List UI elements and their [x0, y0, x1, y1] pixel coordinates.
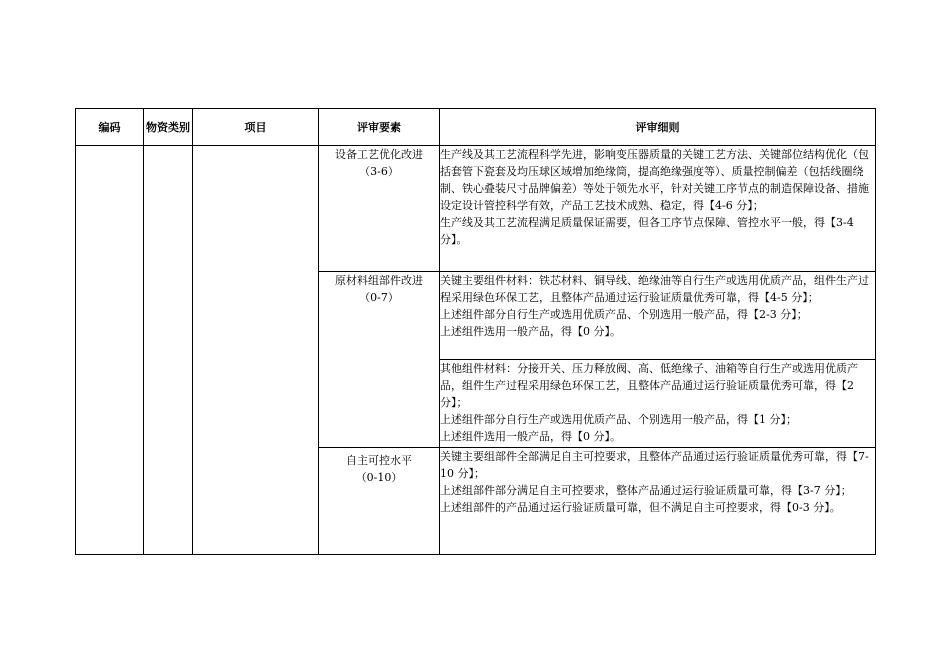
detail-cell [440, 272, 876, 360]
factor-name: 设备工艺优化改进 [335, 148, 423, 161]
factor-range: （0-10） [355, 471, 403, 484]
factor-range: （3-6） [359, 165, 399, 178]
factor-name: 原材料组部件改进 [335, 274, 423, 287]
detail-line: 上述组件部分自行生产或选用优质产品、个别选用一般产品，得【2-3 分】； [440, 308, 808, 321]
factor-cell [319, 272, 440, 448]
header-material-type: 物资类别 [144, 109, 193, 146]
code-cell [76, 146, 144, 555]
table-row [76, 146, 876, 272]
header-code: 编码 [76, 109, 144, 146]
detail-line: 生产线及其工艺流程科学先进，影响变压器质量的关键工艺方法、关键部位结构优化（包括套管下瓷套及均压球区域增加绝缘筒，提高绝缘强度等）、质量控制偏差（包括线圈绕制、铁心叠装尺寸品牌偏差）等处于领先水平，针对关键工序节点的制造保障设备、措施设定设计管控科学有效，产品工艺技术成熟、稳定，得【4-6 分】； [440, 148, 869, 212]
item-cell [193, 146, 319, 555]
detail-line: 上述组件选用一般产品，得【0 分】。 [440, 325, 621, 338]
material-type-cell [144, 146, 193, 555]
detail-line: 上述组件部分自行生产或选用优质产品、个别选用一般产品，得【1 分】； [440, 413, 797, 426]
factor-cell [319, 146, 440, 272]
detail-cell [440, 146, 876, 272]
detail-cell [440, 360, 876, 448]
detail-line: 关键主要组件材料：铁芯材料、铜导线、绝缘油等自行生产或选用优质产品，组件生产过程采用绿色环保工艺，且整体产品通过运行验证质量优秀可靠，得【4-5 分】； [440, 274, 869, 304]
factor-range: （0-7） [359, 291, 399, 304]
detail-line: 上述组部件部分满足自主可控要求，整体产品通过运行验证质量可靠，得【3-7 分】； [440, 484, 852, 497]
header-item: 项目 [193, 109, 319, 146]
evaluation-table [75, 108, 876, 555]
detail-line: 上述组部件的产品通过运行验证质量可靠，但不满足自主可控要求，得【0-3 分】。 [440, 501, 841, 514]
header-detail: 评审细则 [440, 109, 876, 146]
detail-cell [440, 448, 876, 555]
factor-name: 自主可控水平 [346, 454, 412, 467]
detail-line: 关键主要组部件全部满足自主可控要求，且整体产品通过运行验证质量优秀可靠，得【7-10 分】； [440, 450, 869, 480]
header-row [76, 109, 876, 146]
factor-cell [319, 448, 440, 555]
detail-line: 上述组件选用一般产品，得【0 分】。 [440, 430, 621, 443]
detail-line: 其他组件材料：分接开关、压力释放阀、高、低绝缘子、油箱等自行生产或选用优质产品，组件生产过程采用绿色环保工艺，且整体产品通过运行验证质量优秀可靠，得【2 分】； [440, 362, 858, 409]
header-factor: 评审要素 [319, 109, 440, 146]
detail-line: 生产线及其工艺流程满足质量保证需要，但各工序节点保障、管控水平一般，得【3-4 分】。 [440, 216, 854, 246]
